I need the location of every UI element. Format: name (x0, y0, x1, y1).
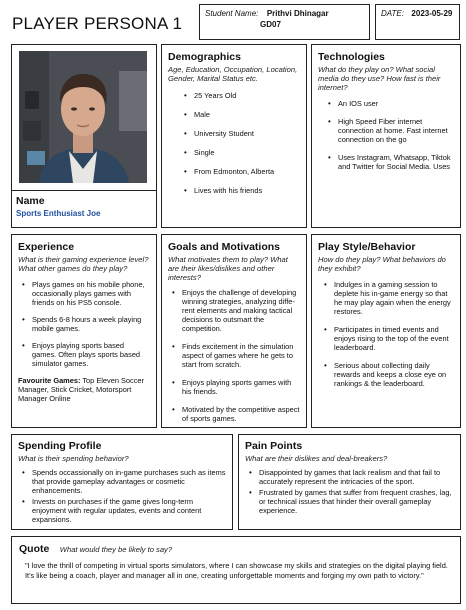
list-item: • Lives with his friends (194, 186, 300, 195)
goals-heading: Goals and Motivations (168, 241, 281, 253)
name-value: Sports Enthusiast Joe (16, 209, 101, 218)
quote-text: "I love the thrill of competing in virtual sports simulators, where I can showcase my skills and strategies on the digital playing field. It's like being a coach, player and manager all in one, creating unforgettable moments and forging my own path to victory." (25, 561, 448, 580)
list-item: • Enjoys the challenge of developing winning strategies, analyzing diffe-rent elements and making tactical decisions to outsmart the competition. (182, 288, 300, 333)
list-item: • Disappointed by games that lack realism and that fail to accurately represent the intricacies of the sport. (259, 468, 454, 486)
spending-panel (11, 434, 233, 530)
goals-subtitle: What motivates them to play? What are their likes/dislikes and other interests? (168, 255, 288, 282)
technologies-panel (311, 44, 461, 228)
pain-points-panel (238, 434, 461, 530)
profile-photo (19, 51, 147, 183)
date-value: 2023-05-29 (411, 9, 453, 18)
date-box (375, 4, 460, 40)
playstyle-panel (311, 234, 461, 428)
list-item: • Invests on purchases if the game gives long-term enjoyment with regular updates, events and content expansions. (32, 497, 226, 524)
student-name-label: Student Name: (205, 9, 259, 18)
date-label: DATE: (381, 9, 404, 18)
demographics-heading: Demographics (168, 51, 241, 63)
student-name-value: Prithvi Dhinagar (266, 9, 329, 18)
experience-subtitle: What is their gaming experience level? What other games do they play? (18, 255, 149, 273)
favourite-games-value: Top Eleven Soccer Manager, Stick Cricket, Motorsport Manager Online (18, 376, 144, 403)
student-id-value: GD07 (260, 20, 281, 29)
experience-panel (11, 234, 157, 428)
quote-panel (11, 536, 461, 604)
list-item: • 25 Years Old (194, 91, 300, 100)
person-illustration (19, 51, 147, 183)
profile-card (11, 44, 157, 228)
quote-heading: Quote (19, 543, 50, 555)
list-item: • Uses Instagram, Whatsapp, Tiktok and Twitter for Social Media. Uses (338, 153, 454, 171)
spending-heading: Spending Profile (18, 440, 102, 452)
student-name-box (199, 4, 370, 40)
list-item: • Indulges in a gaming session to deplete his in-game energy so that he may play again when the energy restores. (334, 280, 454, 316)
profile-divider (12, 190, 156, 191)
favourite-games (18, 376, 150, 403)
list-item: • Enjoys playing sports based games. Often plays sports based simulator games. (32, 341, 150, 368)
spending-subtitle: What is their spending behavior? (18, 454, 129, 463)
demographics-panel (161, 44, 307, 228)
list-item: • From Edmonton, Alberta (194, 167, 300, 176)
list-item: • Frustrated by games that suffer from frequent crashes, lag, or technical issues that hinder their overall gameplay experience. (259, 488, 454, 515)
favourite-games-label: Favourite Games: (18, 376, 81, 385)
pain-points-heading: Pain Points (245, 440, 303, 452)
demographics-subtitle: Age, Education, Occupation, Location, Gender, Marital Status etc. (168, 65, 298, 83)
list-item: • An IOS user (338, 99, 454, 108)
list-item: • Motivated by the competitive aspect of sports games. (182, 405, 300, 423)
list-item: • Single (194, 148, 300, 157)
quote-subtitle: What would they be likely to say? (59, 545, 173, 554)
list-item: • Spends occassionally on in-game purchases such as items that provide gameplay advantages or cosmetic enhancements. (32, 468, 226, 495)
goals-panel (161, 234, 307, 428)
technologies-heading: Technologies (318, 51, 385, 63)
list-item: • Participates in timed events and enjoys rising to the top of the event leaderboard. (334, 325, 454, 352)
list-item: • Serious about collecting daily rewards and keeps a close eye on rankings & the leaderboard. (334, 361, 454, 388)
list-item: • Enjoys playing sports games with his friends. (182, 378, 300, 396)
page-title: PLAYER PERSONA 1 (12, 14, 183, 33)
playstyle-heading: Play Style/Behavior (318, 241, 416, 253)
playstyle-subtitle: How do they play? What behaviors do they exhibit? (318, 255, 446, 273)
list-item: • University Student (194, 129, 300, 138)
technologies-subtitle: What do they play on? What social media do they use? How fast is their internet? (318, 65, 441, 92)
list-item: • Male (194, 110, 300, 119)
pain-points-subtitle: What are their dislikes and deal-breakers? (245, 454, 388, 463)
list-item: • High Speed Fiber internet connection at home. Fast internet connection on the go (338, 117, 454, 144)
name-heading: Name (16, 195, 45, 207)
list-item: • Spends 6-8 hours a week playing mobile games. (32, 315, 150, 333)
experience-heading: Experience (18, 241, 75, 253)
list-item: • Plays games on his mobile phone, occasionally plays games with friends on his PS5 console. (32, 280, 150, 307)
list-item: • Finds excitement in the simulation aspect of games where he gets to start from scratch. (182, 342, 300, 369)
